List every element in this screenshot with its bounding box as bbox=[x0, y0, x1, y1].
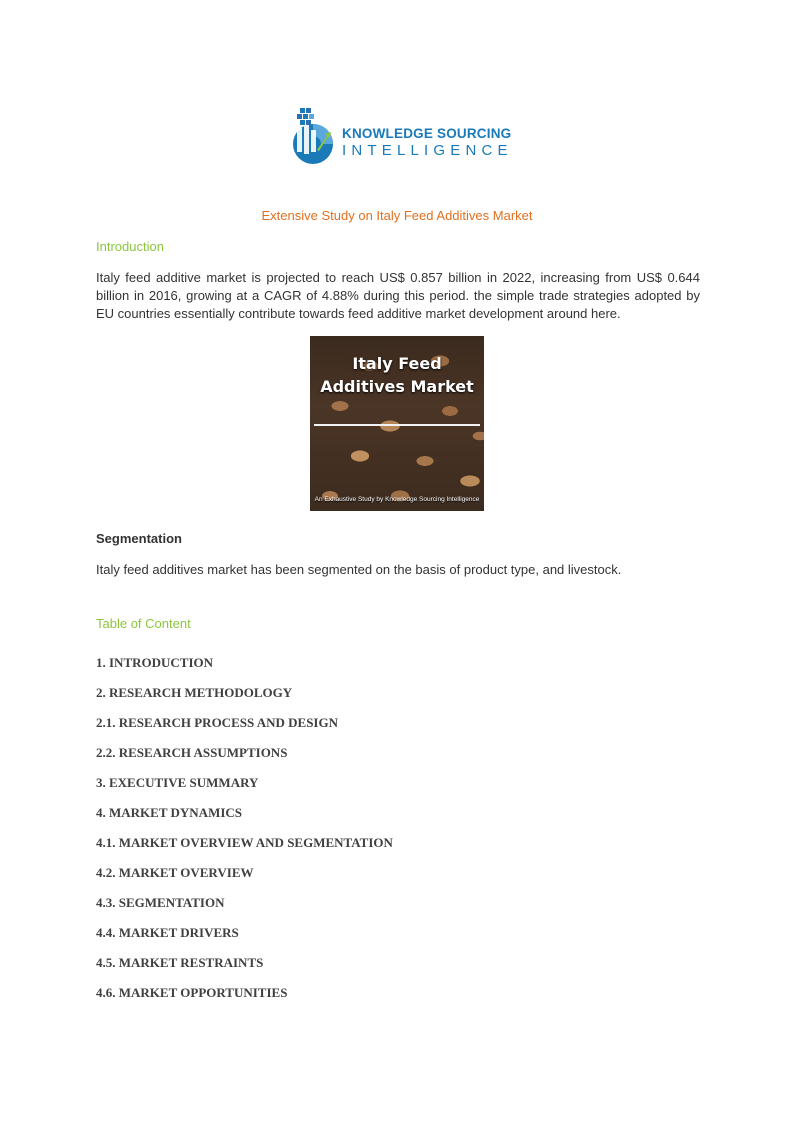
toc-item: 4.4. MARKET DRIVERS bbox=[96, 925, 239, 940]
segmentation-heading: Segmentation bbox=[96, 531, 182, 546]
logo-text-line1: KNOWLEDGE SOURCING bbox=[342, 126, 512, 141]
toc-item: 2.2. RESEARCH ASSUMPTIONS bbox=[96, 745, 288, 760]
cover-caption: An Exhaustive Study by Knowledge Sourcing Intelligence bbox=[314, 496, 480, 503]
toc-item: 3. EXECUTIVE SUMMARY bbox=[96, 775, 259, 790]
introduction-heading: Introduction bbox=[96, 239, 164, 254]
cover-divider bbox=[314, 424, 480, 426]
document-title: Extensive Study on Italy Feed Additives Market bbox=[261, 208, 533, 223]
report-cover-image bbox=[310, 336, 484, 511]
toc-item: 4.3. SEGMENTATION bbox=[96, 895, 225, 910]
segmentation-paragraph: Italy feed additives market has been segmented on the basis of product type, and livestock. bbox=[96, 562, 622, 577]
toc-item: 4. MARKET DYNAMICS bbox=[96, 805, 243, 820]
toc-item: 4.5. MARKET RESTRAINTS bbox=[96, 955, 264, 970]
toc-item: 2. RESEARCH METHODOLOGY bbox=[96, 685, 293, 700]
company-logo bbox=[291, 106, 513, 166]
logo-text-line2: INTELLIGENCE bbox=[342, 142, 513, 159]
toc-item: 2.1. RESEARCH PROCESS AND DESIGN bbox=[96, 715, 338, 730]
toc-item: 4.2. MARKET OVERVIEW bbox=[96, 865, 254, 880]
toc-heading: Table of Content bbox=[96, 616, 191, 631]
toc-item: 1. INTRODUCTION bbox=[96, 655, 214, 670]
logo-emblem-icon bbox=[291, 106, 341, 166]
cover-title: Italy Feed Additives Market bbox=[320, 354, 474, 396]
toc-item: 4.1. MARKET OVERVIEW AND SEGMENTATION bbox=[96, 835, 393, 850]
toc-item: 4.6. MARKET OPPORTUNITIES bbox=[96, 985, 288, 1000]
introduction-paragraph: Italy feed additive market is projected to reach US$ 0.857 billion in 2022, increasing from US$ 0.644 billion in 2016, growing at a CAGR of 4.88% during this period. the simple trade strategies adopted by EU countries essentially contribute towards feed additive market development around here. bbox=[96, 270, 700, 321]
